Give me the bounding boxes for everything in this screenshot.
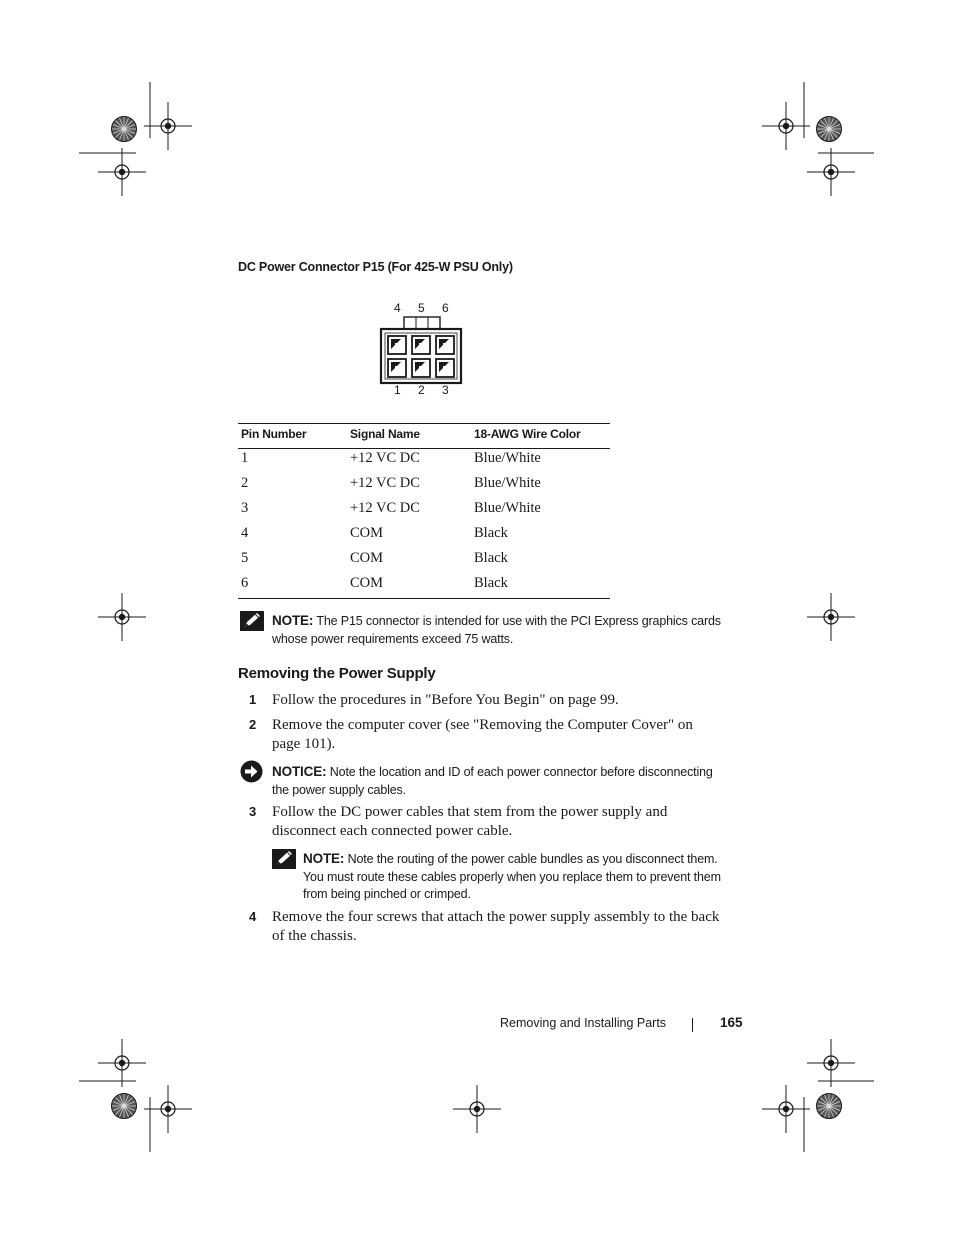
table-cell: 1 bbox=[241, 450, 249, 466]
registration-mark-icon bbox=[98, 1039, 146, 1087]
table-cell: 2 bbox=[241, 475, 249, 491]
step-text bbox=[272, 803, 742, 841]
notice-block bbox=[272, 763, 742, 799]
notice-text: the power supply cables. bbox=[272, 782, 406, 797]
registration-mark-icon bbox=[807, 593, 855, 641]
step-line: disconnect each connected power cable. bbox=[272, 823, 513, 839]
step-number: 1 bbox=[249, 692, 257, 707]
pin-label-3: 3 bbox=[442, 383, 449, 397]
pin-label-1: 1 bbox=[394, 383, 401, 397]
section-heading: Removing the Power Supply bbox=[238, 665, 436, 682]
pin-label-5: 5 bbox=[418, 301, 425, 315]
footer-divider bbox=[692, 1018, 693, 1032]
registration-mark-icon bbox=[762, 102, 810, 150]
step-number: 3 bbox=[249, 804, 257, 819]
pencil-note-icon bbox=[272, 849, 296, 869]
registration-mark-icon bbox=[807, 148, 855, 196]
registration-mark-icon bbox=[144, 1085, 192, 1133]
table-row bbox=[238, 475, 610, 500]
table-cell: 3 bbox=[241, 500, 249, 516]
note-text: whose power requirements exceed 75 watts. bbox=[272, 631, 514, 646]
table-cell: Black bbox=[474, 550, 508, 566]
footer-section-label: Removing and Installing Parts bbox=[500, 1016, 667, 1030]
table-cell: COM bbox=[350, 575, 384, 591]
page-number: 165 bbox=[720, 1015, 743, 1030]
registration-mark-icon bbox=[807, 1039, 855, 1087]
pin-label-2: 2 bbox=[418, 383, 425, 397]
table-cell: Blue/White bbox=[474, 475, 541, 491]
note-block bbox=[303, 850, 743, 904]
table-cell: +12 VC DC bbox=[350, 475, 420, 491]
registration-mark-icon bbox=[98, 148, 146, 196]
starburst-target-icon bbox=[112, 1094, 137, 1119]
step-line: page 101). bbox=[272, 736, 336, 752]
registration-mark-icon bbox=[98, 593, 146, 641]
column-header-wire-color: 18-AWG Wire Color bbox=[474, 427, 581, 441]
note-text: Note the routing of the power cable bundles as you disconnect them. bbox=[347, 852, 718, 866]
step-line: Follow the procedures in "Before You Begin" on page 99. bbox=[272, 692, 619, 708]
starburst-target-icon bbox=[112, 117, 137, 142]
registration-mark-icon bbox=[762, 1085, 810, 1133]
table-cell: +12 VC DC bbox=[350, 450, 420, 466]
table-cell: 4 bbox=[241, 525, 249, 541]
note-block bbox=[272, 612, 742, 648]
step-line: Follow the DC power cables that stem from the power supply and bbox=[272, 804, 668, 820]
note-label: NOTE: bbox=[303, 851, 345, 866]
registration-mark-icon bbox=[453, 1085, 501, 1133]
step-text bbox=[272, 908, 752, 946]
table-cell: +12 VC DC bbox=[350, 500, 420, 516]
table-row bbox=[238, 450, 610, 475]
notice-text: Note the location and ID of each power connector before disconnecting bbox=[329, 765, 713, 779]
note-text: The P15 connector is intended for use with the PCI Express graphics cards bbox=[316, 614, 721, 628]
arrow-circle-notice-icon bbox=[240, 760, 263, 783]
table-row bbox=[238, 525, 610, 550]
column-header-pin-number: Pin Number bbox=[241, 427, 307, 441]
table-cell: Black bbox=[474, 525, 508, 541]
pencil-note-icon bbox=[240, 611, 264, 631]
table-cell: Black bbox=[474, 575, 508, 591]
table-row bbox=[238, 575, 610, 600]
table-row bbox=[238, 500, 610, 525]
step-line: Remove the computer cover (see "Removing the Computer Cover" on bbox=[272, 717, 693, 733]
step-text bbox=[272, 716, 742, 754]
starburst-target-icon bbox=[817, 117, 842, 142]
note-text: from being pinched or crimped. bbox=[303, 887, 471, 901]
connector-diagram bbox=[378, 314, 466, 386]
table-cell: COM bbox=[350, 550, 384, 566]
step-number: 2 bbox=[249, 717, 257, 732]
pin-label-6: 6 bbox=[442, 301, 449, 315]
step-line: Remove the four screws that attach the power supply assembly to the back bbox=[272, 909, 720, 925]
step-number: 4 bbox=[249, 909, 257, 924]
table-cell: Blue/White bbox=[474, 500, 541, 516]
figure-title: DC Power Connector P15 (For 425-W PSU Only) bbox=[238, 260, 513, 274]
notice-label: NOTICE: bbox=[272, 764, 327, 779]
registration-mark-icon bbox=[144, 102, 192, 150]
column-header-signal-name: Signal Name bbox=[350, 427, 420, 441]
table-cell: Blue/White bbox=[474, 450, 541, 466]
table-cell: 5 bbox=[241, 550, 249, 566]
table-row bbox=[238, 550, 610, 575]
starburst-target-icon bbox=[817, 1094, 842, 1119]
step-text bbox=[272, 691, 742, 710]
note-label: NOTE: bbox=[272, 613, 314, 628]
step-line: of the chassis. bbox=[272, 928, 357, 944]
table-cell: COM bbox=[350, 525, 384, 541]
pin-label-4: 4 bbox=[394, 301, 401, 315]
note-text: You must route these cables properly when you replace them to prevent them bbox=[303, 869, 721, 884]
table-cell: 6 bbox=[241, 575, 249, 591]
